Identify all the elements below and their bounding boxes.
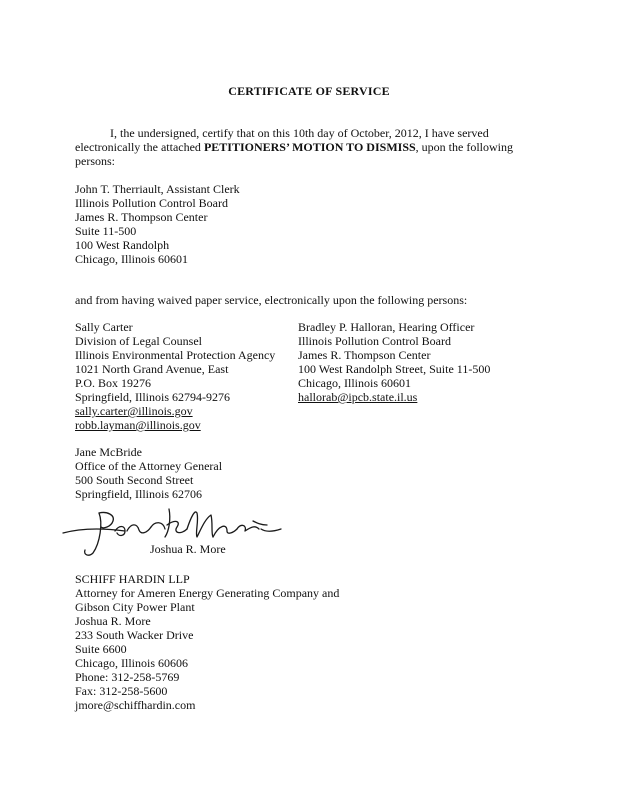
left-contact-block — [75, 320, 275, 432]
address-line: Springfield, Illinois 62706 — [75, 487, 202, 501]
address-line: 100 West Randolph — [75, 238, 170, 252]
intro-motion-title: PETITIONERS’ MOTION TO DISMISS — [203, 140, 416, 154]
email-link[interactable]: hallorab@ipcb.state.il.us — [298, 390, 418, 404]
attorney-general-block — [75, 445, 222, 501]
address-line: Chicago, Illinois 60601 — [75, 252, 188, 266]
address-line: Suite 11-500 — [75, 224, 137, 238]
address-line: Sally Carter — [75, 320, 133, 334]
address-line: Bradley P. Halloran, Hearing Officer — [298, 320, 475, 334]
signatory-name: Joshua R. More — [150, 542, 226, 556]
address-line: 500 South Second Street — [75, 473, 194, 487]
address-line: Office of the Attorney General — [75, 459, 223, 473]
address-line: Division of Legal Counsel — [75, 334, 202, 348]
address-line: Illinois Environmental Protection Agency — [75, 348, 276, 362]
address-line: P.O. Box 19276 — [75, 376, 152, 390]
address-line: Illinois Pollution Control Board — [75, 196, 229, 210]
address-line: Jane McBride — [75, 445, 142, 459]
address-line: Illinois Pollution Control Board — [298, 334, 452, 348]
address-line: 100 West Randolph Street, Suite 11-500 — [298, 362, 491, 376]
firm-line: Fax: 312-258-5600 — [75, 684, 168, 698]
firm-line: Gibson City Power Plant — [75, 600, 195, 614]
firm-line: Attorney for Ameren Energy Generating Company and — [75, 586, 340, 600]
address-line: Springfield, Illinois 62794-9276 — [75, 390, 230, 404]
intro-paragraph — [75, 126, 525, 168]
intro-text-start: I, the undersigned, certify that on this 10th day of October, 2012, I have served electronically the attached — [75, 126, 489, 154]
firm-line: SCHIFF HARDIN LLP — [75, 572, 190, 586]
address-line: John T. Therriault, Assistant Clerk — [75, 182, 240, 196]
firm-line: Phone: 312-258-5769 — [75, 670, 180, 684]
address-line: Chicago, Illinois 60601 — [298, 376, 411, 390]
firm-block — [75, 572, 339, 712]
address-line: James R. Thompson Center — [298, 348, 431, 362]
firm-line: Suite 6600 — [75, 642, 127, 656]
firm-line: Joshua R. More — [75, 614, 151, 628]
document-title: CERTIFICATE OF SERVICE — [228, 84, 390, 98]
address-line: 1021 North Grand Avenue, East — [75, 362, 229, 376]
firm-email[interactable]: jmore@schiffhardin.com — [75, 698, 196, 712]
firm-line: Chicago, Illinois 60606 — [75, 656, 188, 670]
intro-text-end: , upon the following persons: — [75, 140, 513, 168]
firm-line: 233 South Wacker Drive — [75, 628, 194, 642]
waiver-text: and from having waived paper service, electronically upon the following persons: — [75, 293, 468, 307]
email-link[interactable]: robb.layman@illinois.gov — [75, 418, 201, 432]
email-link[interactable]: sally.carter@illinois.gov — [75, 404, 193, 418]
address-line: James R. Thompson Center — [75, 210, 208, 224]
clerk-address-block — [75, 182, 240, 266]
right-contact-block — [298, 320, 490, 404]
